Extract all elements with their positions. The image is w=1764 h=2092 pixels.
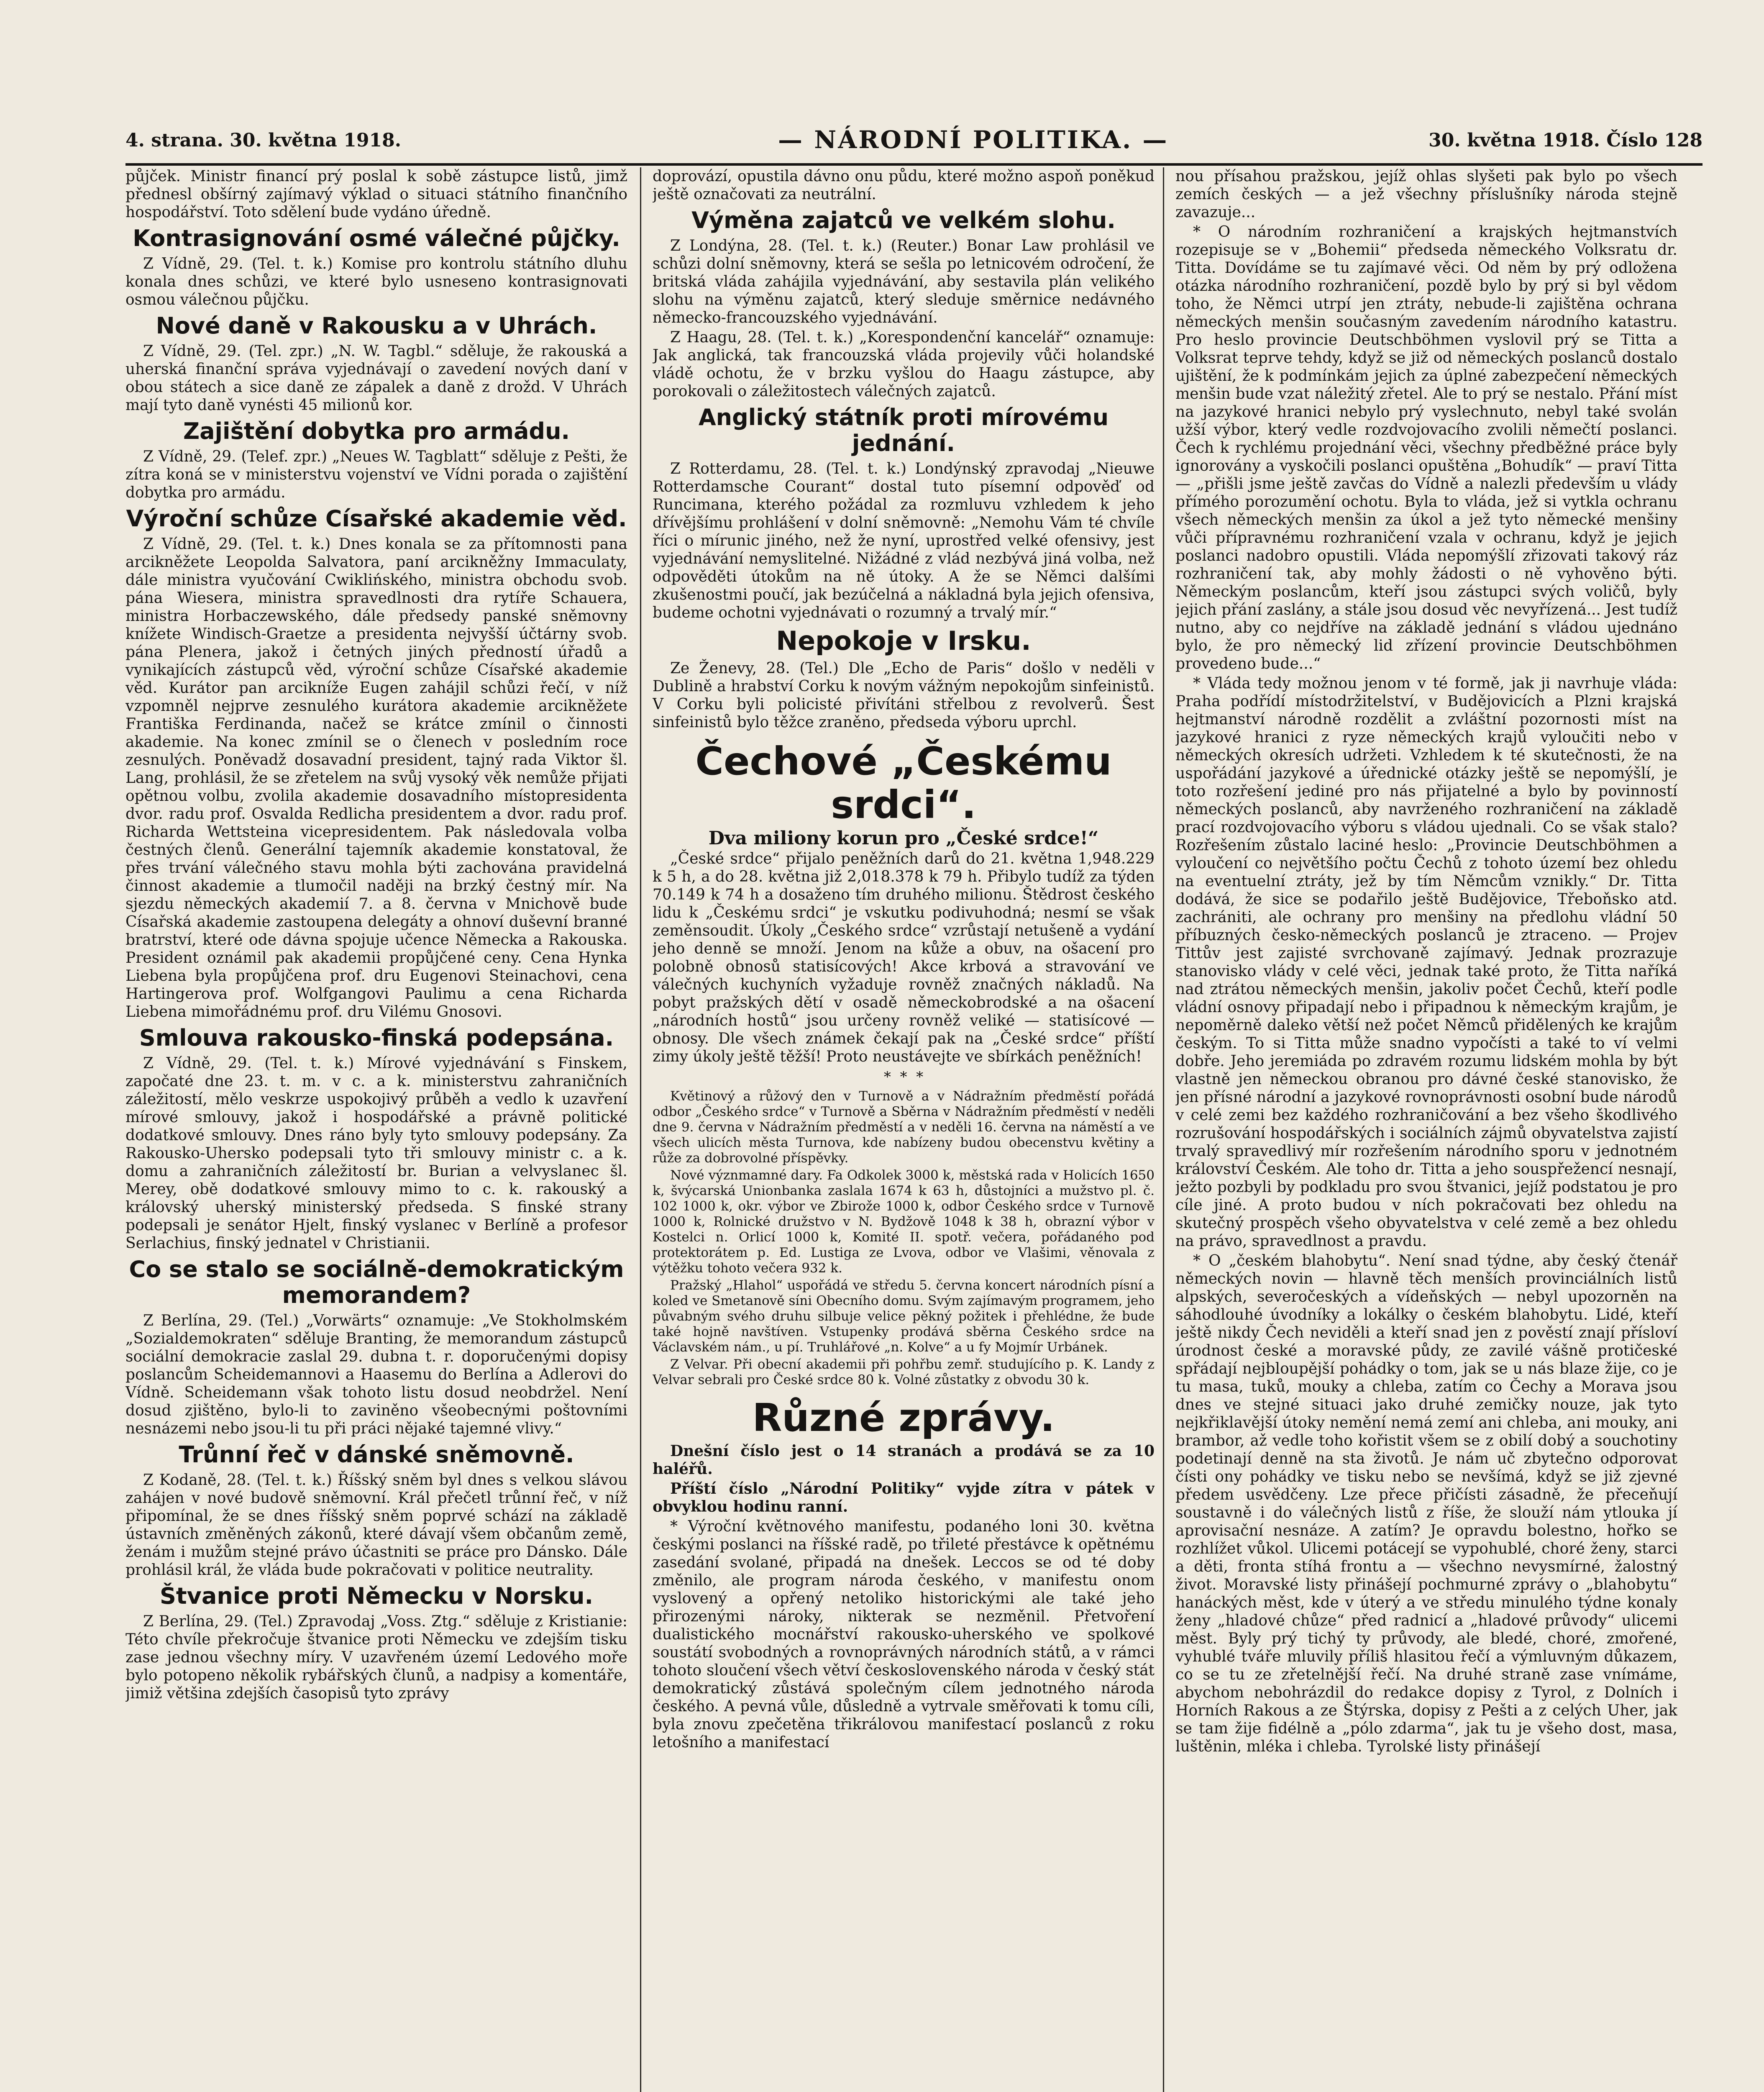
article-headline: Smlouva rakousko-finská podepsána.	[139, 1025, 614, 1051]
section-headline: Různé zprávy.	[752, 1395, 1055, 1440]
article-text: Ze Ženevy, 28. (Tel.) Dle „Echo de Paris“ došlo v neděli v Dublině a hrabství Corku k novým vážným nepokojům sinfeinistů. V Corku byli policisté přivítáni střelbou z revolverů. Šest sinfeinistů bylo těžce zraněno, předseda výboru uprchl.	[653, 660, 1155, 731]
article-headline: Nové daně v Rakousku a v Uhrách.	[156, 313, 597, 339]
feature-subheadline: Dva miliony korun pro „České srdce!“	[708, 828, 1099, 849]
article-headline: Nepokoje v Irsku.	[776, 626, 1031, 656]
column-3	[1175, 167, 1677, 2092]
article-text: Z Vídně, 29. (Tel. t. k.) Komise pro kontrolu státního dluhu konala dnes schůzi, ve které bylo usneseno kontrasignovati osmou válečnou půjčku.	[125, 255, 627, 308]
column-2	[653, 167, 1155, 2092]
article-headline: Co se stalo se sociálně-demokratickým memorandem?	[129, 1256, 624, 1308]
article-text: doprovází, opustila dávno onu půdu, které možno aspoň poněkud ještě označovati za neutrální.	[653, 168, 1155, 203]
article-text: * O národním rozhraničení a krajských hejtmanstvích rozepisuje se v „Bohemii“ předseda německého Volksratu dr. Titta. Dovídáme se tu zajímavé věci. Od něm by prý odložena otázka národního rozhraničení, pozdě bylo by prý si byl vědom toho, že Němci utrpí jen ztráty, nebude-li zajištěna ochrana německých menšin současným zavedením národního katastru. Pro heslo provincie Deutschböhmen vyslovil prý se Titta a Volksrat teprve tehdy, když se již od německých poslanců dostalo ujištění, že k podmínkám jejich za úplné zabezpečení německých menšin bude vzat náležitý zřetel. Ale to prý se nestalo. Přání míst na jazykové hranici nebylo prý vyslechnuto, nebyl také svolán užší výbor, který vedle rozdvojovacího zvolili němečtí poslanci. Čech k rychlému projednání věci, všechny předběžné práce byly ignorovány a vyskočili poslanci opuštěna „Bohudík“ — praví Titta — „přišli jsme ještě zavčas do Vídně a nalezli především u vlády přímého porozumění ochotu. Byla to vláda, jež si vytkla ochranu všech německých menšin za úkol a jež tyto německé menšiny vůči přípravnému rozhraničení vzala v ochranu, když je jejich poslanci nadobro opustili. Vláda nepomýšlí zřizovati takový ráz rozhraničení tak, aby mohly žádosti o ně vyhověno býti. Německým poslancům, kteří jsou zástupci svých voličů, byly jejich přání zaslány, a stále jsou dosud věc nevyřízená... Jest tudíž nutno, aby co nejdříve na základě jednání s vládou ujednáno bylo, že pro německý lid zřízení provincie Deutschböhmen provedeno bude...“	[1175, 223, 1677, 672]
article-text: půjček. Ministr financí prý poslal k sobě zástupce listů, jimž přednesl obšírný zajímavý výklad o situaci státního finančního hospodářství. Toto sdělení bude vydáno úředně.	[125, 168, 627, 221]
article-text: * Výroční květnového manifestu, podaného loni 30. května českými poslanci na říšské radě, po třileté přestávce k opětnému zasedání svolané, připadá na dnešek. Leccos se od té doby změnilo, ale program národa českého, v manifestu onom vyslovený a opřený netoliko historickými ale také jeho přirozenými nároky, nikterak se nezměnil. Přetvoření dualistického mocnářství rakousko-uherského ve spolkové soustátí svobodných a rovnoprávných národních států, a v rámci tohoto sloučení všech větví československého národa v český stát demokratický zůstává společným cílem jednotného národa českého. A pevná vůle, důsledně a vytrvale směřovati k tomu cíli, byla znovu zpečetěna třikrálovou manifestací poslanců z roku letošního a manifestací	[653, 1518, 1155, 1751]
article-text: Dnešní číslo jest o 14 stranách a prodává se za 10 haléřů.	[653, 1442, 1155, 1478]
article-text: Z Vídně, 29. (Tel. t. k.) Dnes konala se za přítomnosti pana arcikněžete Leopolda Salvatora, paní arcikněžny Immaculaty, dále ministra vyučování Cwiklińského, ministra obchodu svob. pána Wiesera, ministra spravedlnosti dra rytíře Schauera, ministra Horbaczewského, dále předsedy panské sněmovny knížete Windisch-Graetze a presidenta nejvyšší účtárny svob. pána Plenera, jakož i četných jiných předností úřadů a vynikajících zástupců věd, výroční schůze Císařské akademie věd. Kurátor pan arcikníže Eugen zahájil schůzi řečí, v níž vzpomněl nejprve zesnulého kurátora akademie arcikněžete Františka Ferdinanda, načež se krátce zmínil o činnosti akademie. Na konec zmínil se o členech v posledním roce zesnulých. Poněvadž dosavadní president, tajný rada Viktor šl. Lang, prohlásil, že se zřetelem na svůj vysoký věk nemůže přijati opětnou volbu, zvolila akademie dosavadního místopresidenta dvor. radu prof. Osvalda Redlicha presidentem a dvor. radu prof. Richarda Wettsteina vicepresidentem. Pak následovala volba čestných členů. Generální tajemník akademie konstatoval, že přes trvání válečného stavu mohla býti zachována pravidelná činnost akademie a tlumočil naději na brzký čestný mír. Na sjezdu německých akademií 7. a 8. června v Mnichově bude Císařská akademie zastoupena delegáty a ohnoví duševní branné bratrství, které ode dávna spojuje učence Německa a Rakouska. President oznámil pak akademii propůjčené ceny. Cena Hynka Liebena byla propůjčena prof. dru Eugenovi Steinachovi, cena Hartingerova prof. Wolfgangovi Paulimu a cena Richarda Liebena mimořádnému prof. dru Vilému Gnosovi.	[125, 536, 627, 1020]
article-headline: Zajištění dobytka pro armádu.	[183, 418, 570, 444]
article-text: Z Vídně, 29. (Telef. zpr.) „Neues W. Tagblatt“ sděluje z Pešti, že zítra koná se v ministerstvu vojenství ve Vídni porada o zajištění dobytka pro armádu.	[125, 448, 627, 501]
article-text: * Vláda tedy možnou jenom v té formě, jak ji navrhuje vláda: Praha podřídí místodržitelství, v Budějovicích a Plzni krajská hejtmanství národně rozdělit a zvláštní pozornosti míst na jazykové hranici z ryze německých krajů vyloučiti nebo v německých okresích udržeti. Vzhledem k té skutečnosti, že na uspořádání jazykové a úřednické otázky ještě se nepomýšlí, je toto rozřešení jediné pro nás přijatelné a bylo by povinností německých poslanců, aby navrženého rozhraničení na základě prací rozdvojovacího výboru s vládou ujednali. Co se však stalo? Rozřešením zůstalo laciné heslo: „Provincie Deutschböhmen a vyloučení co největšího počtu Čechů z tohoto území bez ohledu na eventuelní ztráty, jež by tím Němcům vznikly.“ Dr. Titta dodává, že sice se podařilo ještě Budějovice, Třeboňsko atd. zachrániti, ale ochrany pro menšiny na předlohu vládní 50 příbuzných česko-německých poslanců je ztraceno. — Projev Tittův jest zajisté svrchovaně zajímavý. Jednak prozrazuje stanovisko vlády v celé věci, jednak také proto, že Titta naříká nad ztrátou německých menšin, jakoliv počet Čechů, kteří podle vládní osnovy připadají nebo i připadnou k německým krajům, je nepoměrně daleko větší než počet Němců přidělených ke krajům českým. To si Titta může snadno vypočísti a také to ví velmi dobře. Jeho jeremiáda po zdravém rozumu lidském mohla by být vlastně jen německou obranou pro dávné české stanovisko, že jen přísné národní a jazykové rovnoprávnosti osobní bude národů v celé zemi bez každého rozhraničování a bez všeho škodlivého rozrušování hospodářských i sociálních zájmů obyvatelstva zajistí trvalý spravedlivý mír rozřešením národního sporu v jednotném království Českém. Ale toho dr. Titta a jeho souspřežencí nesnají, ježto pozbyli by podkladu pro svou štvanici, jejíž podstatou je pro cíle jiné. A proto budou v ních pokračovati bez ohledu na skutečný prospěch všeho obyvatelstva v celé země a bez ohledu na právo, spravedlnost a pravdu.	[1175, 675, 1677, 1250]
notice-text: Z Velvar. Při obecní akademii při pohřbu zemř. studujícího p. K. Landy z Velvar sebrali pro České srdce 80 k. Volné zůstatky z obvodu 30 k.	[653, 1357, 1155, 1387]
column-1	[125, 167, 627, 2092]
article-text: Z Londýna, 28. (Tel. t. k.) (Reuter.) Bonar Law prohlásil ve schůzi dolní sněmovny, která se sešla po letnicovém odročení, že britská vláda zahájila vyjednávání, aby sestavila plán velikého slohu na výměnu zajatců, který sleduje směrnice nedávného německo-francouzského vyjednávání.	[653, 237, 1155, 326]
article-text: Z Vídně, 29. (Tel. t. k.) Mírové vyjednávání s Finskem, započaté dne 23. t. m. v c. a k. ministerstvu zahraničních záležitostí, mělo veskrze uspokojivý průběh a vedlo k uzavření mírové smlouvy, jakož i hospodářské a právně politické dodatkové smlouvy. Dnes ráno byly tyto smlouvy podepsány. Za Rakousko-Uhersko podepsali tyto tři smlouvy ministr c. a k. domu a zahraničních záležitostí br. Burian a velvyslanec šl. Merey, obě dodatkové smlouvy mimo to c. k. rakouský a královský uherský ministerský předseda. S finské strany podepsali je senátor Hjelt, finský vyslanec v Berlíně a profesor Serlachius, finský jednatel v Christianii.	[125, 1055, 627, 1252]
notice-text: Pražský „Hlahol“ uspořádá ve středu 5. června koncert národních písní a koled ve Smetanově síni Obecního domu. Svým zajímavým programem, jeho půvabným svého druhu silbuje velice pěkný požitek i přehlédne, že bude také hojně navštíven. Vstupenky prodává sběrna Českého srdce na Václavském nám., u pí. Truhlářové „n. Kolve“ a u fy Mojmír Urbánek.	[653, 1278, 1155, 1355]
column-rule	[640, 167, 641, 2092]
article-headline: Trůnní řeč v dánské sněmovně.	[179, 1441, 574, 1468]
article-headline: Výměna zajatců ve velkém slohu.	[691, 207, 1116, 233]
article-text: Z Rotterdamu, 28. (Tel. t. k.) Londýnský zpravodaj „Nieuwe Rotterdamsche Courant“ dostal tuto písemní odpověď od Runcimana, kterého požádal za rozmluvu vzhledem k jeho dřívějšímu prohlášení v dolní sněmovně: „Nemohu Vám té chvíle říci o mírunic jiného, než že nyní, uprostřed velké ofensivy, jest vyjednávání nemyslitelné. Nižádné z vlád nezbývá jiná volba, než odpověděti útokům na ně útoky. A že se Němci dalšími zkušenostmi poučí, jak bezúčelná a nákladná byla jejich ofensiva, budeme ochotni vyjednávati o rozumný a trvalý mír.“	[653, 460, 1155, 621]
header-issue-right: 30. května 1918. Číslo 128	[1429, 130, 1703, 151]
article-text: nou přísahou pražskou, jejíž ohlas slyšeti pak bylo po všech zemích českých — a jež všechny příslušníky národa stejně zavazuje...	[1175, 168, 1677, 221]
section-separator: * * *	[883, 1069, 924, 1085]
article-text: * O „českém blahobytu“. Není snad týdne, aby český čtenář německých novin — hlavně těch menších provinciálních listů alpských, severočeských a vídeňských — nebyl upozorněn na sáhodlouhé úvodníky a lokálky o českém blahobytu. Lidé, kteří ještě nikdy Čech neviděli a kteří snad jen z pověstí znají přísloví úrodnost české a moravské půdy, ze zavilé vášně protičeské spřádají nejbloupější pohádky o tom, jak se u nás blaze žije, co je tu masa, tuků, mouky a chleba, zatím co Čechy a Morava jsou dnes ve stejné situaci jako druhé zemičky nouze, jak tyto nejkřiklavější útoky nemění nemá zemí ani chleba, ani mouky, ani brambor, až vedle toho kořistit všem se z obilí dobý a souchotiny podetinají denně na sta životů. Je nám uč zbytečno odporovat čísti ony pohádky ve tisku nebo se nevšímá, když se již zjevné předem usvědčeny. Lze přece přičísti zásadně, že přeceňují soustavně i do válečných listů z říše, že slouží nám ytlouka jí aprovisační nesnáze. A zatím? Je opravdu bolestno, hořko se rozhlížet vůkol. Ulicemi potácejí se vypohublé, choré ženy, starci a děti, fronta stíhá frontu a — všechno nevysmírné, žalostný život. Moravské listy přinášejí pochmurné zprávy o „blahobytu“ hanáckých měst, kde v úterý a ve středu minulého týdne konaly ženy „hladové chůze“ před radnicí a „hladové průvody“ ulicemi měst. Byly prý tichý ty průvody, ale bledé, choré, zmořené, vyhublé tváře mluvily příliš hlasitou řečí a výmluvným důkazem, co se tu ze zřetelnější řečí. Na druhé straně zase vnímáme, abychom nebohrázdil do redakce dopisy z Tyrol, z Dolních i Horních Rakous a ze Štýrska, dopisy z Pešti a z celých Uher, jak se tam žije fidélně a „pólo zdarma“, jak tu je všeho dost, masa, luštěnin, mléka i chleba. Tyrolské listy přinášejí	[1175, 1252, 1677, 1755]
page-header	[125, 126, 1703, 166]
column-rule	[1163, 167, 1164, 2092]
article-headline: Štvanice proti Německu v Norsku.	[159, 1583, 594, 1609]
article-headline: Anglický státník proti mírovému jednání.	[698, 404, 1109, 456]
feature-headline: Čechové „Českému srdci“.	[695, 739, 1112, 827]
article-text: Z Vídně, 29. (Tel. zpr.) „N. W. Tagbl.“ sděluje, že rakouská a uherská finanční správa vyjednávají o zavedení nových daní v obou státech a sice daně ze zápalek a daně z drožd. V Uhrách mají tyto daně vynésti 45 milionů kor.	[125, 343, 627, 414]
header-date-left: 4. strana. 30. května 1918.	[125, 130, 402, 151]
article-text: „České srdce“ přijalo peněžních darů do 21. května 1,948.229 k 5 h, a do 28. května již 2,018.378 k 79 h. Přibylo tudíž za týden 70.149 k 74 h a dosaženo tím druhého milionu. Štědrost českého lidu k „Českému srdci“ je vskutku podivuhodná; nesmí se však zeměnsoudit. Úkoly „Českého srdce“ vzrůstají netušeně a vydání jeho denně se množí. Jenom na kůže a obuv, na ošacení pro polobně obnosů statisícových! Akce krbová a stravování ve válečných kuchyních vyžaduje rovněž značných nákladů. Na pobyt pražských dětí v osadě německobrodské a na ošacení „národních hostů“ jsou určeny rovněž veliké — statisícové — obnosy. Dle všech známek čekají pak na „České srdce“ příští zimy úkoly ještě těžší! Proto neustávejte ve sbírkách peněžních!	[653, 850, 1155, 1065]
article-headline: Výroční schůze Císařské akademie věd.	[126, 505, 627, 532]
article-text: Z Haagu, 28. (Tel. t. k.) „Korespondenční kancelář“ oznamuje: Jak anglická, tak francouzská vláda projevily vůči holandské vládě ochotu, že v brzku vyšlou do Haagu zástupce, aby porokovali o záležitostech válečných zajatců.	[653, 329, 1155, 400]
article-headline: Kontrasignování osmé válečné půjčky.	[133, 225, 620, 251]
article-text: Z Berlína, 29. (Tel.) Zpravodaj „Voss. Ztg.“ sděluje z Kristianie: Této chvíle překročuje štvanice proti Německu ve zdejším tisku zase jednou všechny míry. V uzavřeném území Ledového moře bylo potopeno několik rybářských člunů, a nadpisy a komentáře, jimiž většina zdejších časopisů tyto zprávy	[125, 1613, 627, 1702]
article-text: Z Berlína, 29. (Tel.) „Vorwärts“ oznamuje: „Ve Stokholmském „Sozialdemokraten“ sděluje Branting, že memorandum zástupců sociální demokracie zaslal 29. dubna t. r. doporučenými dopisy poslancům Scheidemannovi a Haasemu do Berlína a Adlerovi do Vídně. Scheidemann však tohoto listu dosud neobdržel. Není dosud zjištěno, bylo-li to zaviněno všeobecnými poštovními nesnázemi nebo jsou-li tu při práci nějaké tajemné vlivy.“	[125, 1312, 627, 1437]
article-text: Z Kodaně, 28. (Tel. t. k.) Říšský sněm byl dnes s velkou slávou zahájen v nové budově sněmovní. Král přečetl trůnní řeč, v níž připomínal, že se dnes říšský sněm poprvé schází na základě ústavních změněných zákonů, které dávají všem občanům země, ženám i mužům stejné právo účastniti se práce pro Dánsko. Dále prohlásil král, že vláda bude pokračovati v politice neutrality.	[125, 1472, 627, 1579]
notice-text: Nové význmamné dary. Fa Odkolek 3000 k, městská rada v Holicích 1650 k, švýcarská Unionbanka zaslala 1674 k 63 h, důstojníci a mužstvo pl. č. 102 1000 k, okr. výbor ve Zbirože 1000 k, odbor Českého srdce v Turnově 1000 k, Rolnické družstvo v N. Bydžově 1048 k 38 h, obrazní výbor v Kostelci n. Orlicí 1000 k, Komité II. spotř. večera, pořádaného pod protektorátem p. Ed. Lustiga ze Lvova, odbor ve Vlašimi, věnovala z výtěžku tohoto večera 932 k.	[653, 1168, 1155, 1276]
article-text: Příští číslo „Národní Politiky“ vyjde zítra v pátek v obvyklou hodinu ranní.	[653, 1480, 1155, 1515]
newspaper-title: — NÁRODNÍ POLITIKA. —	[778, 126, 1169, 154]
notice-text: Květinový a růžový den v Turnově a v Nádražním předměstí pořádá odbor „Českého srdce“ v Turnově a Sběrna v Nádražním předměstí v neděli dne 9. června v Nádražním předměstí a v neděli 16. června na náměstí a ve všech ulicích města Turnova, kde nabízeny budou obecenstvu květiny a růže za dobrovolné příspěvky.	[653, 1089, 1155, 1166]
